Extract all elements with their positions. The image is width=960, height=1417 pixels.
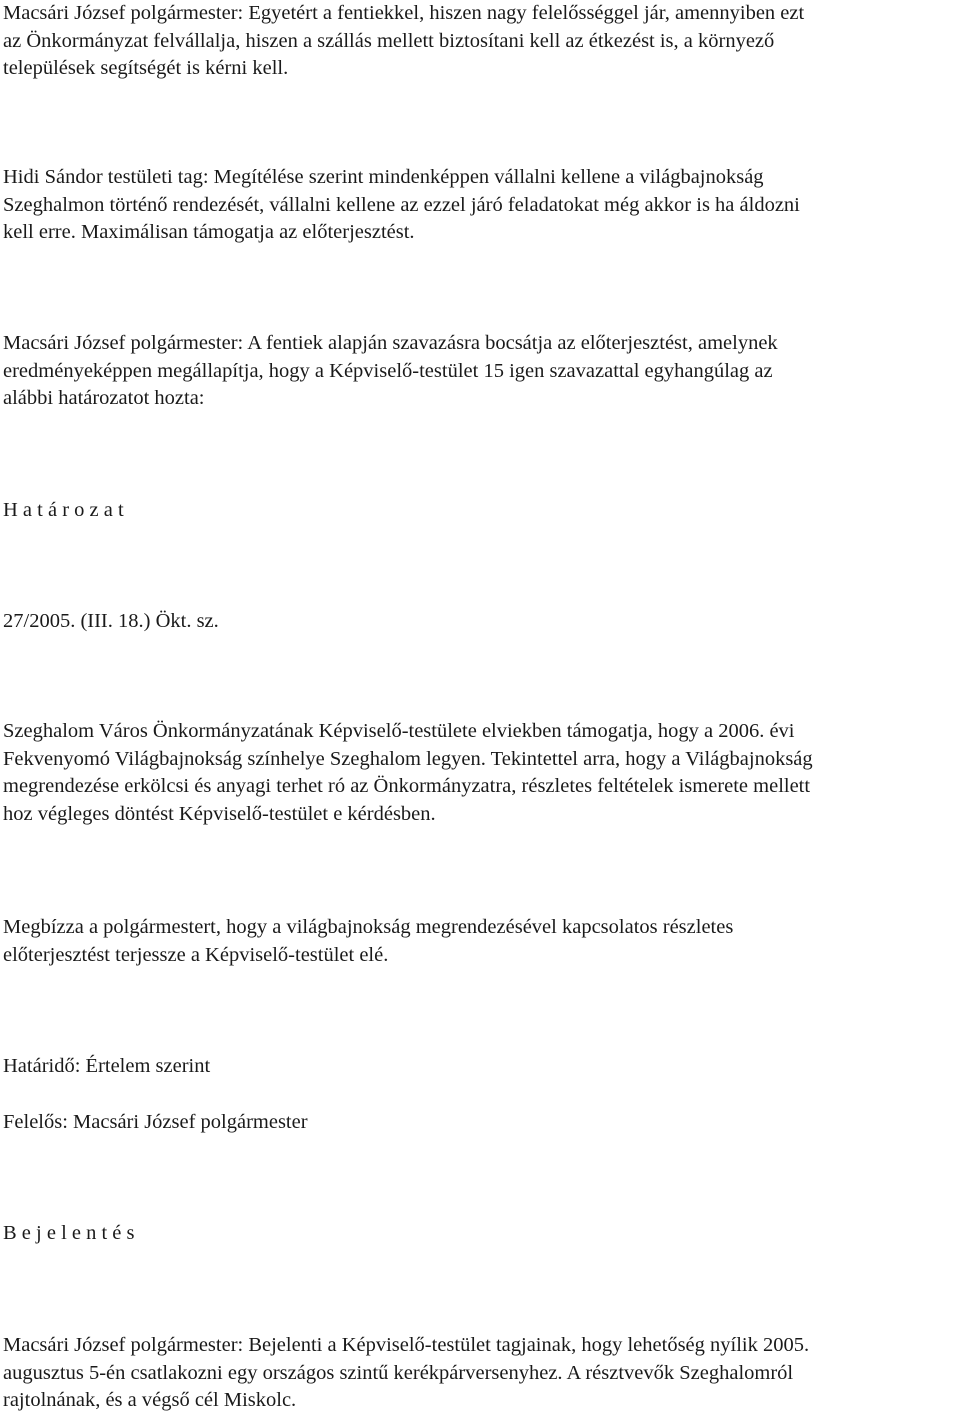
text-line: 27/2005. (III. 18.) Ökt. sz.	[3, 610, 219, 632]
text-line: Macsári József polgármester: Egyetért a fentiekkel, hiszen nagy felelősséggel jár, amennyiben ezt	[3, 2, 805, 24]
heading-hatarozat	[3, 497, 957, 525]
paragraph-announcement	[3, 1332, 957, 1415]
text-line: az Önkormányzat felvállalja, hiszen a szállás mellett biztosítani kell az étkezést is, a környező	[3, 29, 775, 52]
deadline	[3, 1053, 957, 1081]
section-heading: B e j e l e n t é s	[3, 1222, 135, 1244]
text-line: alábbi határozatot hozta:	[3, 387, 205, 409]
responsible	[3, 1109, 957, 1137]
text-line: Határidő: Értelem szerint	[3, 1055, 211, 1077]
text-line: Hidi Sándor testületi tag: Megítélése szerint mindenképpen vállalni kellene a világbajnokság	[3, 166, 764, 188]
text-line: hoz végleges döntést Képviselő-testület e kérdésben.	[3, 802, 436, 825]
text-line: Felelős: Macsári József polgármester	[3, 1111, 308, 1133]
text-line: Szeghalom Város Önkormányzatának Képviselő-testülete elviekben támogatja, hogy a 2006. évi	[3, 720, 795, 742]
heading-bejelentes	[3, 1220, 957, 1248]
text-line: Szeghalmon történő rendezését, vállalni kellene az ezzel járó feladatokat még akkor is ha áldozni	[3, 193, 800, 216]
text-line: Macsári József polgármester: A fentiek alapján szavazásra bocsátja az előterjesztést, amelynek	[3, 332, 778, 354]
paragraph-hidi-sandor	[3, 164, 957, 247]
text-line: előterjesztést terjessze a Képviselő-testület elé.	[3, 943, 389, 966]
paragraph-mayor-agrees	[3, 0, 957, 83]
text-line: megrendezése erkölcsi és anyagi terhet ró az Önkormányzatra, részletes feltételek ismerete mellett	[3, 775, 811, 797]
text-line: Megbízza a polgármestert, hogy a világbajnokság megrendezésével kapcsolatos részletes	[3, 916, 734, 938]
section-heading: H a t á r o z a t	[3, 499, 124, 521]
paragraph-resolution-body	[3, 718, 957, 828]
text-line: rajtolnának, és a végső cél Miskolc.	[3, 1389, 297, 1411]
paragraph-vote	[3, 330, 957, 413]
text-line: Fekvenyomó Világbajnokság színhelye Szeghalom legyen. Tekintettel arra, hogy a Világbajnokság	[3, 747, 813, 770]
text-line: augusztus 5-én csatlakozni egy országos szintű kerékpárversenyhez. A résztvevők Szeghalomról	[3, 1361, 794, 1384]
text-line: Macsári József polgármester: Bejelenti a Képviselő-testület tagjainak, hogy lehetőség nyílik 2005.	[3, 1334, 810, 1356]
paragraph-mandate	[3, 914, 957, 969]
text-line: települések segítségét is kérni kell.	[3, 57, 289, 79]
text-line: eredményeképpen megállapítja, hogy a Képviselő-testület 15 igen szavazattal egyhangúlag az	[3, 359, 773, 382]
resolution-number	[3, 608, 957, 636]
text-line: kell erre. Maximálisan támogatja az előterjesztést.	[3, 221, 415, 243]
